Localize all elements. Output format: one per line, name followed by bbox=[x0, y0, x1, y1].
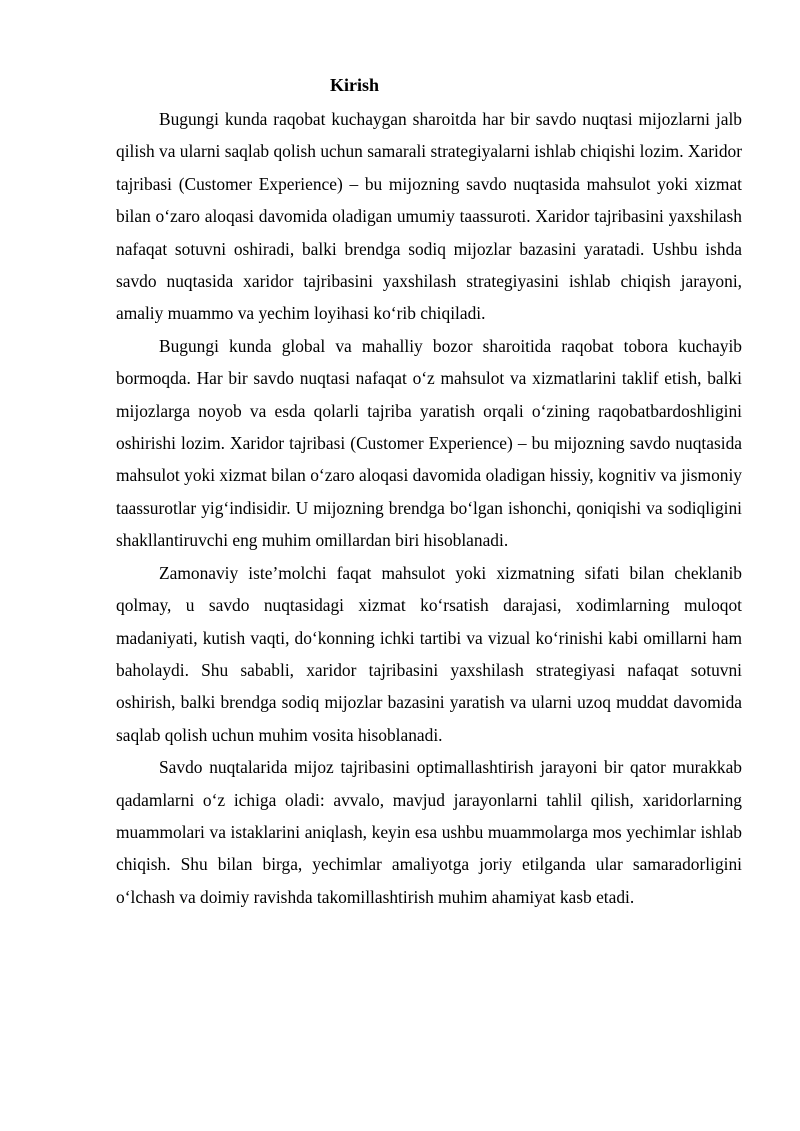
paragraph-3: Zamonaviy isteʼmolchi faqat mahsulot yoki xizmatning sifati bilan cheklanib qolmay, u savdo nuqtasidagi xizmat koʻrsatish darajasi, xodimlarning muloqot madaniyati, kutish vaqti, doʻkonning ichki tartibi va vizual koʻrinishi kabi omillarni ham baholaydi. Shu sababli, xaridor tajribasini yaxshilash strategiyasi nafaqat sotuvni oshirish, balki brendga sodiq mijozlar bazasini yaratish va ularni uzoq muddat davomida saqlab qolish uchun muhim vosita hisoblanadi. bbox=[116, 562, 742, 745]
paragraph-1: Bugungi kunda raqobat kuchaygan sharoitda har bir savdo nuqtasi mijozlarni jalb qilish va ularni saqlab qolish uchun samarali strategiyalarni ishlab chiqishi lozim. Xaridor tajribasi (Customer Experience) – bu mijozning savdo nuqtasida mahsulot yoki xizmat bilan oʻzaro aloqasi davomida oladigan umumiy taassuroti. Xaridor tajribasini yaxshilash nafaqat sotuvni oshiradi, balki brendga sodiq mijozlar bazasini yaratadi. Ushbu ishda savdo nuqtasida xaridor tajribasini yaxshilash strategiyasini ishlab chiqish jarayoni, amaliy muammo va yechim loyihasi koʻrib chiqiladi. bbox=[116, 109, 742, 324]
body-text bbox=[116, 103, 742, 913]
paragraph-4: Savdo nuqtalarida mijoz tajribasini optimallashtirish jarayoni bir qator murakkab qadamlarni oʻz ichiga oladi: avvalo, mavjud jarayonlarni tahlil qilish, xaridorlarning muammolari va istaklarini aniqlash, keyin esa ushbu muammolarga mos yechimlar ishlab chiqish. Shu bilan birga, yechimlar amaliyotga joriy etilganda ular samaradorligini oʻlchash va doimiy ravishda takomillashtirish muhim ahamiyat kasb etadi. bbox=[116, 757, 742, 907]
paragraph-2: Bugungi kunda global va mahalliy bozor sharoitida raqobat tobora kuchayib bormoqda. Har bir savdo nuqtasi nafaqat oʻz mahsulot va xizmatlarini taklif etish, balki mijozlarga noyob va esda qolarli tajriba yaratish orqali oʻzining raqobatbardoshligini oshirishi lozim. Xaridor tajribasi (Customer Experience) – bu mijozning savdo nuqtasida mahsulot yoki xizmat bilan oʻzaro aloqasi davomida oladigan hissiy, kognitiv va jismoniy taassurotlar yigʻindisidir. U mijozning brendga boʻlgan ishonchi, qoniqishi va sodiqligini shakllantiruvchi eng muhim omillardan biri hisoblanadi. bbox=[116, 335, 742, 551]
section-heading: Kirish bbox=[330, 75, 380, 95]
